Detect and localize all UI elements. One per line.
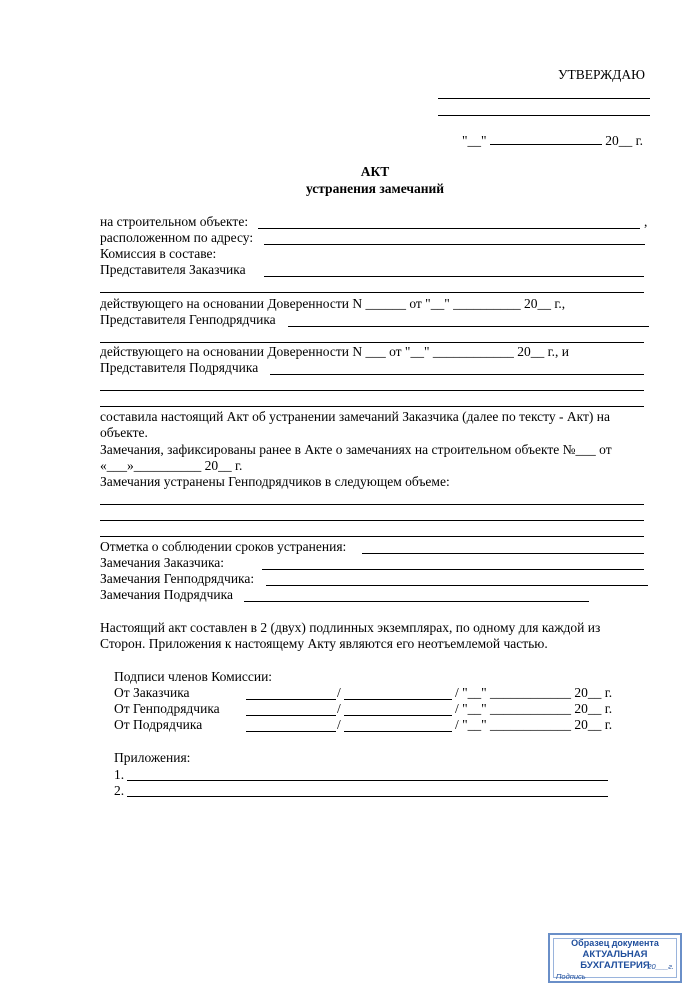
commission-label: Комиссия в составе: (100, 246, 217, 261)
copies-line-1: Настоящий акт составлен в 2 (двух) подлинных экземплярах, по одному для каждой из (100, 620, 601, 635)
stamp-line-3: 20___г. (647, 962, 674, 971)
sig-row-customer-label: От Заказчика (114, 685, 190, 700)
sig-row-sub-sign (246, 731, 336, 732)
deadline-line (362, 553, 644, 554)
object-line (258, 228, 640, 229)
sig-row-gen-slash: / (337, 701, 341, 716)
remarks-customer-line (262, 569, 644, 570)
sig-row-gen-label: От Генподрядчика (114, 701, 220, 716)
address-line (264, 244, 645, 245)
poa-customer: действующего на основании Доверенности N ______ от "__" __________ 20__ г., (100, 296, 566, 311)
approve-date-month-blank (490, 132, 602, 145)
address-label: расположенном по адресу: (100, 230, 254, 245)
remarks-line-2: «___»__________ 20__ г. (100, 458, 243, 473)
sig-row-sub-date: / "__" ____________ 20__ г. (455, 717, 613, 732)
remarks-customer-label: Замечания Заказчика: (100, 555, 225, 570)
eliminated-label: Замечания устранены Генподрядчиков в следующем объеме: (100, 474, 450, 489)
approve-date-day: "__" (462, 133, 487, 148)
remarks-sub-line (244, 601, 589, 602)
attachments-title: Приложения: (114, 750, 191, 765)
sample-stamp (548, 933, 682, 983)
rep-customer-line-2 (100, 292, 644, 293)
poa-gen: действующего на основании Доверенности N ___ от "__" ____________ 20__ г., и (100, 344, 569, 359)
remarks-gen-label: Замечания Генподрядчика: (100, 571, 255, 586)
object-label: на строительном объекте: (100, 214, 249, 229)
sig-row-customer-slash: / (337, 685, 341, 700)
sig-row-sub-slash: / (337, 717, 341, 732)
approve-date (462, 132, 643, 149)
document-subtitle: устранения замечаний (305, 181, 445, 196)
eliminated-line-2 (100, 520, 644, 521)
rep-sub-line-2 (100, 390, 644, 391)
signatures-title: Подписи членов Комиссии: (114, 669, 273, 684)
sig-row-sub-label: От Подрядчика (114, 717, 203, 732)
rep-sub-line-3 (100, 406, 644, 407)
rep-customer-line (264, 276, 644, 277)
rep-sub-label: Представителя Подрядчика (100, 360, 259, 375)
copies-line-2: Сторон. Приложения к настоящему Акту являются его неотъемлемой частью. (100, 636, 548, 651)
sig-row-gen-date: / "__" ____________ 20__ г. (455, 701, 613, 716)
object-suffix: , (644, 214, 648, 229)
remarks-line-1: Замечания, зафиксированы ранее в Акте о замечаниях на строительном объекте №___ от (100, 442, 612, 457)
stamp-line-4: Подпись (556, 972, 586, 981)
document-title: АКТ (360, 164, 390, 179)
rep-gen-label: Представителя Генподрядчика (100, 312, 276, 327)
sig-row-gen-sign (246, 715, 336, 716)
rep-gen-line-2 (100, 342, 644, 343)
attachment-line-1 (127, 780, 608, 781)
attachment-line-2 (127, 796, 608, 797)
rep-customer-label: Представителя Заказчика (100, 262, 246, 277)
rep-gen-line (288, 326, 649, 327)
eliminated-line-3 (100, 536, 644, 537)
approve-date-year: 20__ г. (605, 133, 644, 148)
remarks-sub-label: Замечания Подрядчика (100, 587, 233, 602)
stamp-line-1: Образец документа (571, 938, 659, 948)
stamp-line-2: АКТУАЛЬНАЯ БУХГАЛТЕРИЯ (580, 949, 650, 971)
composed-line-2: объекте. (100, 425, 148, 440)
sig-row-customer-sign (246, 699, 336, 700)
sig-row-customer-date: / "__" ____________ 20__ г. (455, 685, 613, 700)
approve-signature-line-1 (438, 98, 650, 99)
composed-line-1: составила настоящий Акт об устранении замечаний Заказчика (далее по тексту - Акт) на (100, 409, 611, 424)
eliminated-line-1 (100, 504, 644, 505)
sig-row-customer-name (344, 699, 452, 700)
sig-row-gen-name (344, 715, 452, 716)
approve-signature-line-2 (438, 115, 650, 116)
attachment-item-1: 1. (114, 767, 125, 782)
sig-row-sub-name (344, 731, 452, 732)
remarks-gen-line (266, 585, 648, 586)
approve-title: УТВЕРЖДАЮ (558, 67, 646, 82)
deadline-label: Отметка о соблюдении сроков устранения: (100, 539, 347, 554)
rep-sub-line (270, 374, 644, 375)
attachment-item-2: 2. (114, 783, 125, 798)
